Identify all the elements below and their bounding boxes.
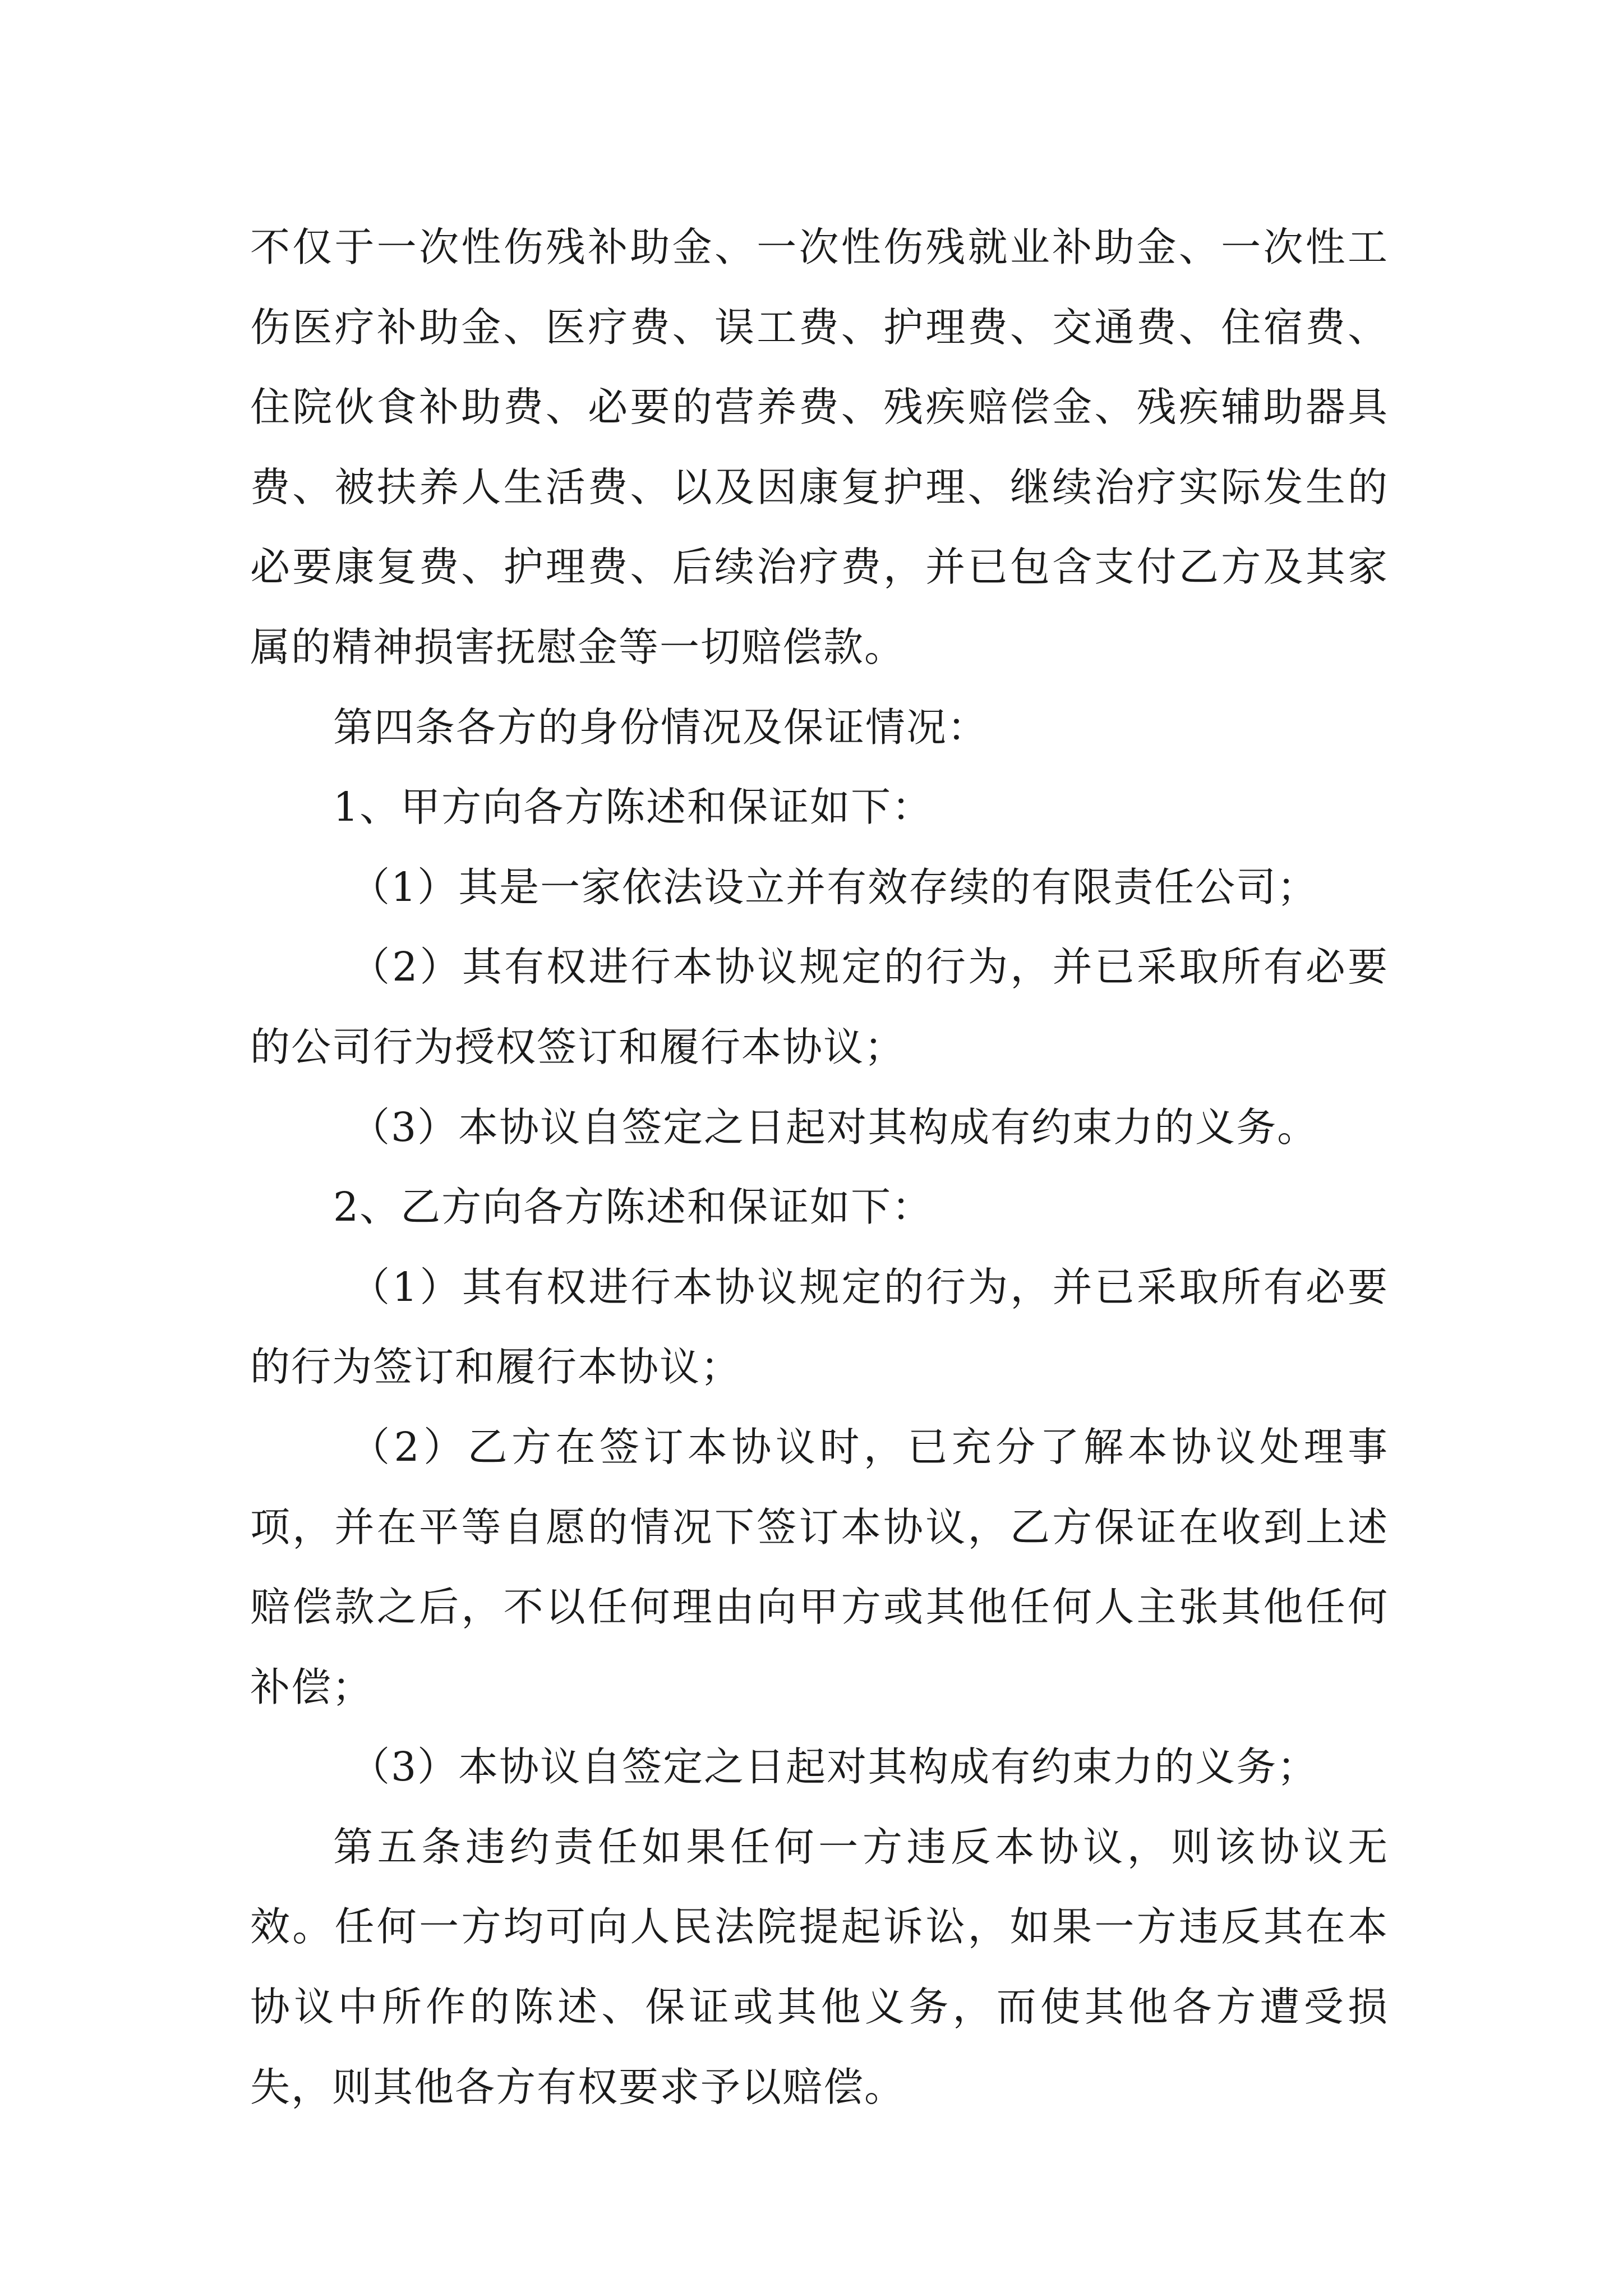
article-5-paragraph: 第五条违约责任如果任何一方违反本协议，则该协议无效。任何一方均可向人民法院提起诉讼，如果一方违反其在本协议中所作的陈述、保证或其他义务，而使其他各方遭受损失，则其他各方有权要求予以赔偿。: [250, 1823, 1389, 2110]
party-b-item-3: （3）本协议自签定之日起对其构成有约束力的义务；: [350, 1743, 1318, 1791]
party-a-item-1: （1）其是一家依法设立并有效存续的有限责任公司；: [350, 863, 1318, 910]
article-4-heading: 第四条各方的身份情况及保证情况：: [333, 703, 989, 751]
document-body: [250, 208, 1389, 2127]
party-b-item-2: （2）乙方在签订本协议时，已充分了解本协议处理事项，并在平等自愿的情况下签订本协议，乙方保证在收到上述赔偿款之后，不以任何理由向甲方或其他任何人主张其他任何补偿；: [250, 1423, 1389, 1710]
party-b-heading: 2、乙方向各方陈述和保证如下：: [333, 1184, 933, 1231]
party-a-item-3: （3）本协议自签定之日起对其构成有约束力的义务。: [350, 1103, 1318, 1151]
party-a-heading: 1、甲方向各方陈述和保证如下：: [333, 784, 933, 831]
party-a-item-2: （2）其有权进行本协议规定的行为，并已采取所有必要的公司行为授权签订和履行本协议；: [250, 944, 1389, 1070]
party-b-item-1: （1）其有权进行本协议规定的行为，并已采取所有必要的行为签订和履行本协议；: [250, 1263, 1389, 1391]
compensation-items-paragraph: 不仅于一次性伤残补助金、一次性伤残就业补助金、一次性工伤医疗补助金、医疗费、误工费、护理费、交通费、住宿费、住院伙食补助费、必要的营养费、残疾赔偿金、残疾辅助器具费、被扶养人生活费、以及因康复护理、继续治疗实际发生的必要康复费、护理费、后续治疗费，并已包含支付乙方及其家属的精神损害抚慰金等一切赔偿款。: [250, 224, 1389, 670]
